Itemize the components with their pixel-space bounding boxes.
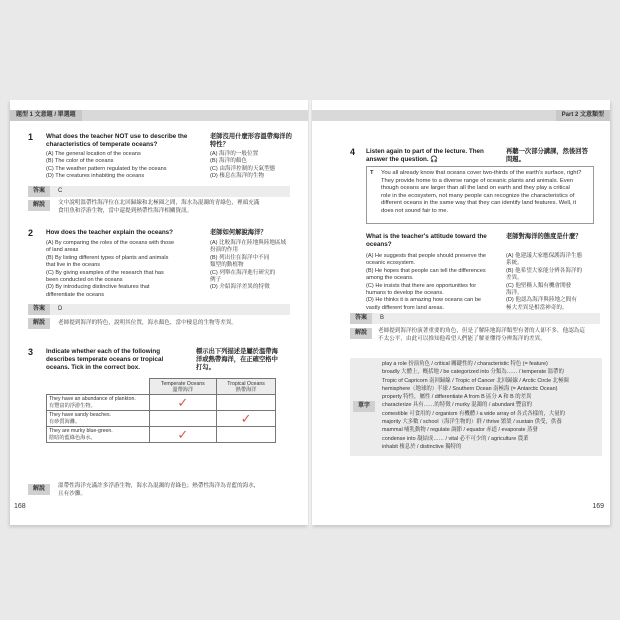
answer-box <box>350 313 600 324</box>
explanation-label: 解說 <box>350 328 372 339</box>
option[interactable]: (A) By comparing the roles of the oceans with those <box>46 240 175 246</box>
vocabulary-box <box>350 358 602 456</box>
row-statement: They are murky blue-green. 陰暗的藍綠色海水。 <box>47 427 150 443</box>
vocabulary-label: 單字 <box>353 401 375 412</box>
option[interactable]: (C) He insists that there are opportunities for <box>366 282 477 289</box>
option[interactable]: (C) The weather pattern regulated by the oceans <box>46 165 167 172</box>
transcript-label: T <box>370 170 374 176</box>
question-translation: 老師如何解說海洋？ <box>210 229 267 236</box>
option[interactable]: (B) By listing different types of plants and animals <box>46 254 169 261</box>
row-statement: They have an abundance of plankton. 有豐富的浮游生物。 <box>47 395 150 411</box>
question-text: Listen again to part of the lecture. Then answer the question. 🎧 <box>366 148 484 163</box>
options-translation: (A) 海洋的一般位置 (B) 海洋的顏色 (C) 由海洋控制的天氣型態 (D) 棲息在海洋的生物 <box>210 151 276 180</box>
answer-label: 答案 <box>350 313 372 324</box>
answer-value: C <box>58 188 63 194</box>
question-translation: 再聽一次部分講課，然後回答 問題。 <box>506 148 588 163</box>
vocab-line: mammal 哺乳動物 / regulate 調節 / equator 赤道 / evaporate 蒸發 <box>382 427 538 434</box>
explanation-text: 老師提到海洋的特色，說明其位置，海水顏色，當中棲息的生物等差異。 <box>58 320 238 326</box>
option[interactable]: (B) He hopes that people can tell the differences <box>366 267 486 274</box>
tick-cell-temperate[interactable]: ✓ <box>149 395 217 411</box>
tick-cell-temperate[interactable]: ✓ <box>149 427 217 443</box>
table-row <box>47 427 276 443</box>
transcript-box: T You all already know that oceans cover two-thirds of the earth's surface, right? They provide home to a diverse range of oceanic plants and animals. Even though oceans are larger than all the land on earth and they play a critical role in the ecosystem, not many people can recognize the characteristics of different oceans in the same way that they can identify land features. Well, it does not sound fair to me. <box>366 166 594 224</box>
vocab-line: hemisphere（地球的）半球 / Southern Ocean 南極海 (= Antarctic Ocean) <box>382 385 558 392</box>
tick-cell-tropical[interactable] <box>217 427 276 443</box>
left-header-tab: 題型 1 文意題 / 單選題 <box>10 110 82 121</box>
option[interactable]: (D) The creatures inhabiting the oceans <box>46 173 145 180</box>
explanation-text: 溫帶性海洋充滿許多浮游生物，海水為混濁的青綠色；熱帶性海洋為青藍的海水， 且有沙灘。 <box>58 483 260 497</box>
option[interactable]: (D) By introducing distinctive features that <box>46 284 150 291</box>
options-translation: (A) 比較海洋在陸地與陸地區域 扮演的作用 (B) 列出住在海洋中不同 類型的動植物 (C) 列舉在海洋進行研究的 例子 (D) 介紹海洋差異的特徵 <box>210 240 287 291</box>
tick-cell-tropical[interactable] <box>217 395 276 411</box>
explanation-text: 老師提到海洋扮演著重要的角色，但是了解陸地海洋類型有著的人卻不多，他認為這 不太公平，由此可以推知他希望人們能了解並懂得分辨海洋的差異。 <box>378 328 585 342</box>
table-row <box>47 395 276 411</box>
options-translation: (A) 他建議大家應保護海洋生態 系統。 (B) 他希望大家能分辨各海洋的 差異。 (C) 他堅稱人類有機會開發 海洋。 (D) 他認為海洋與陸地之間有 極大差異是相當神奇的。 <box>506 253 583 311</box>
question-number: 1 <box>28 132 34 142</box>
question-number: 2 <box>28 228 34 238</box>
right-header-bar <box>312 110 610 121</box>
vocab-line: characterize 具有……的特徵 / murky 混濁的 / abundant 豐富的 <box>382 402 533 409</box>
question-translation: 老師沒用什麼形容溫帶海洋的 特性？ <box>210 133 292 148</box>
explanation-label: 解說 <box>28 200 50 211</box>
answer-box <box>28 304 290 315</box>
option[interactable]: (A) He suggests that people should preserve the <box>366 253 487 259</box>
page-number: 168 <box>14 503 26 510</box>
vocab-line: majority 大多數 / school（海洋生物的）群 / thrive 繁榮 / sustain 供受，供養 <box>382 419 562 426</box>
left-page <box>10 100 308 525</box>
vocab-line: inhabit 棲息於 / distinctive 獨特的 <box>382 443 462 450</box>
tick-table <box>46 378 276 443</box>
vocab-line: condense into 凝結成…… / vital 必不可少的 / agriculture 農業 <box>382 435 529 442</box>
explanation-label: 解說 <box>28 318 50 329</box>
column-header-tropical: Tropical Oceans 熱帶海洋 <box>217 379 276 395</box>
vocab-line: comestible 可食用的 / organism 有機體 / a wide array of 各式各樣的，大量的 <box>382 410 566 417</box>
vocab-line: Tropic of Capricorn 南回歸線 / Tropic of Cancer 北回歸線 / Arctic Circle 北極圈 <box>382 377 569 384</box>
option[interactable]: (A) The general location of the oceans <box>46 151 141 157</box>
left-header-bar <box>10 110 308 121</box>
tick-cell-tropical[interactable]: ✓ <box>217 411 276 427</box>
table-row <box>47 411 276 427</box>
question-text: How does the teacher explain the oceans? <box>46 229 174 236</box>
column-header-temperate: Temperate Oceans 溫帶海洋 <box>149 379 217 395</box>
tick-cell-temperate[interactable] <box>149 411 217 427</box>
answer-label: 答案 <box>28 304 50 315</box>
options-list: (A) He suggests that people should preserve the oceanic ecosystem. (B) He hopes that people can tell the differences among the oceans. (C) He insists that there are opportunities for humans to develop the oceans. (D) He thinks it is amazing how oceans can be vastly different from land areas. <box>366 253 487 311</box>
answer-box <box>28 186 290 197</box>
sub-question-translation: 老師對海洋的態度是什麼？ <box>506 233 582 240</box>
row-statement: They have sandy beaches. 有砂質海灘。 <box>47 411 150 427</box>
right-header-tab: Part 2 文意類型 <box>556 110 610 121</box>
option[interactable]: (C) By giving examples of the research that has <box>46 269 164 276</box>
right-page <box>312 100 610 525</box>
question-translation: 標示出下列描述是屬於溫帶海 洋或熱帶海洋，在正確空格中 打勾。 <box>196 348 278 371</box>
question-text: Indicate whether each of the following describes temperate oceans or tropical oceans. Tick in the correct box. <box>46 348 164 371</box>
option[interactable]: (B) The color of the oceans <box>46 158 114 165</box>
question-number: 3 <box>28 347 34 357</box>
vocab-line: broadly 大體上，概括地 / be categorized into 分類為…… / temperate 溫帶的 <box>382 369 564 376</box>
vocab-line: play a role 扮演角色 / critical 關鍵性的 / characteristic 特色 (= feature) <box>382 361 548 367</box>
answer-label: 答案 <box>28 186 50 197</box>
answer-value: D <box>58 306 63 312</box>
answer-value: B <box>380 315 385 321</box>
sub-question-text: What is the teacher's attitude toward the oceans? <box>366 233 487 248</box>
table-header-row <box>47 379 276 395</box>
question-text: What does the teacher NOT use to describe the characteristics of temperate oceans? <box>46 133 188 148</box>
explanation-label: 解說 <box>28 484 50 495</box>
options-list: (A) By comparing the roles of the oceans with those of land areas (B) By listing different types of plants and animals that live in the oceans (C) By giving examples of the research that has been conducted on the oceans (D) By introducing distinctive features that differentiate the oceans <box>46 240 175 298</box>
page-number: 169 <box>592 503 604 510</box>
explanation-text: 文中說明溫帶性海洋位在北回歸線和北極圈之間，海水為混濁的青綠色，裡頭充滿 食用魚和浮游生物，當中還提到熱帶性海洋相關資訊。 <box>58 200 260 214</box>
vocab-line: property 特性，屬性 / differentiate A from B 區分 A 和 B 的差異 <box>382 394 532 401</box>
option[interactable]: (D) He thinks it is amazing how oceans can be <box>366 297 482 304</box>
options-list <box>46 151 167 181</box>
question-number: 4 <box>350 147 356 157</box>
